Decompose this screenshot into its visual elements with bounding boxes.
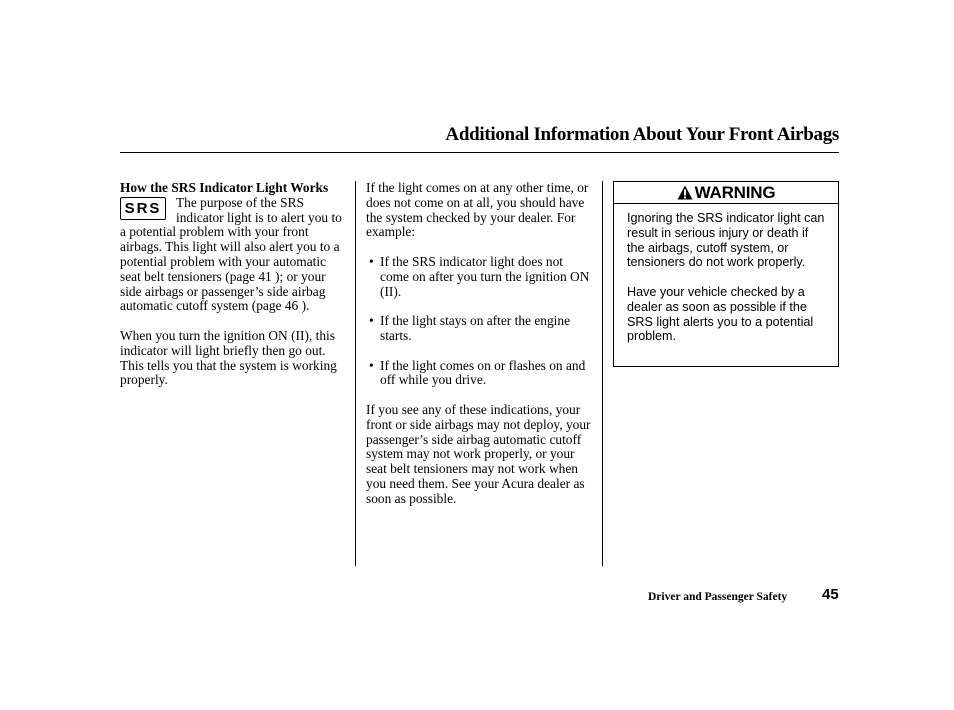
warning-triangle-icon (677, 185, 693, 200)
page-title: Additional Information About Your Front Airbags (445, 124, 839, 145)
warning-text: Ignoring the SRS indicator light can result in serious injury or death if the airbags, cutoff system, or tensioners do not work properly. (627, 211, 825, 270)
srs-paragraph (120, 196, 346, 314)
page-number: 45 (822, 586, 839, 603)
list-item: • If the light comes on or flashes on and off while you drive. (366, 359, 594, 389)
footer-section-title: Driver and Passenger Safety (648, 591, 788, 603)
list-item: • If the SRS indicator light does not come on after you turn the ignition ON (II). (366, 255, 594, 299)
warning-text: Have your vehicle checked by a dealer as soon as possible if the SRS light alerts you to a potential problem. (627, 284, 814, 344)
warning-label: WARNING (694, 182, 776, 202)
column-2 (366, 181, 594, 507)
warning-body (614, 204, 838, 344)
column-divider (355, 181, 356, 566)
warning-header (614, 182, 838, 204)
closing-text: If you see any of these indications, your front or side airbags may not deploy, your passenger’s side airbag automatic cutoff system may not work properly, or your seat belt tensioners may not work when you need them. See your Acura dealer as soon as possible. (366, 401, 591, 506)
srs-purpose-text: The purpose of the SRS indicator light is to alert you to a potential problem with your front airbags. This light will also alert you to a potential problem with your automatic seat belt tensioners (page 41 ); or your side airbags or passenger’s side airbag automatic cutoff system (page 46 ). (120, 194, 342, 314)
srs-indicator-icon: SRS (120, 197, 166, 220)
column-1 (120, 181, 346, 388)
example-list (366, 255, 594, 388)
list-item: • If the light stays on after the engine starts. (366, 314, 594, 344)
warning-box (613, 181, 839, 367)
ignition-text: When you turn the ignition ON (II), this indicator will light briefly then go out. This tells you that the system is working properly. (120, 327, 337, 388)
column-divider (602, 181, 603, 566)
section-heading: How the SRS Indicator Light Works (120, 180, 329, 195)
intro-text: If the light comes on at any other time, or does not come on at all, you should have the system checked by your dealer. For example: (366, 180, 589, 240)
title-rule (120, 152, 839, 153)
